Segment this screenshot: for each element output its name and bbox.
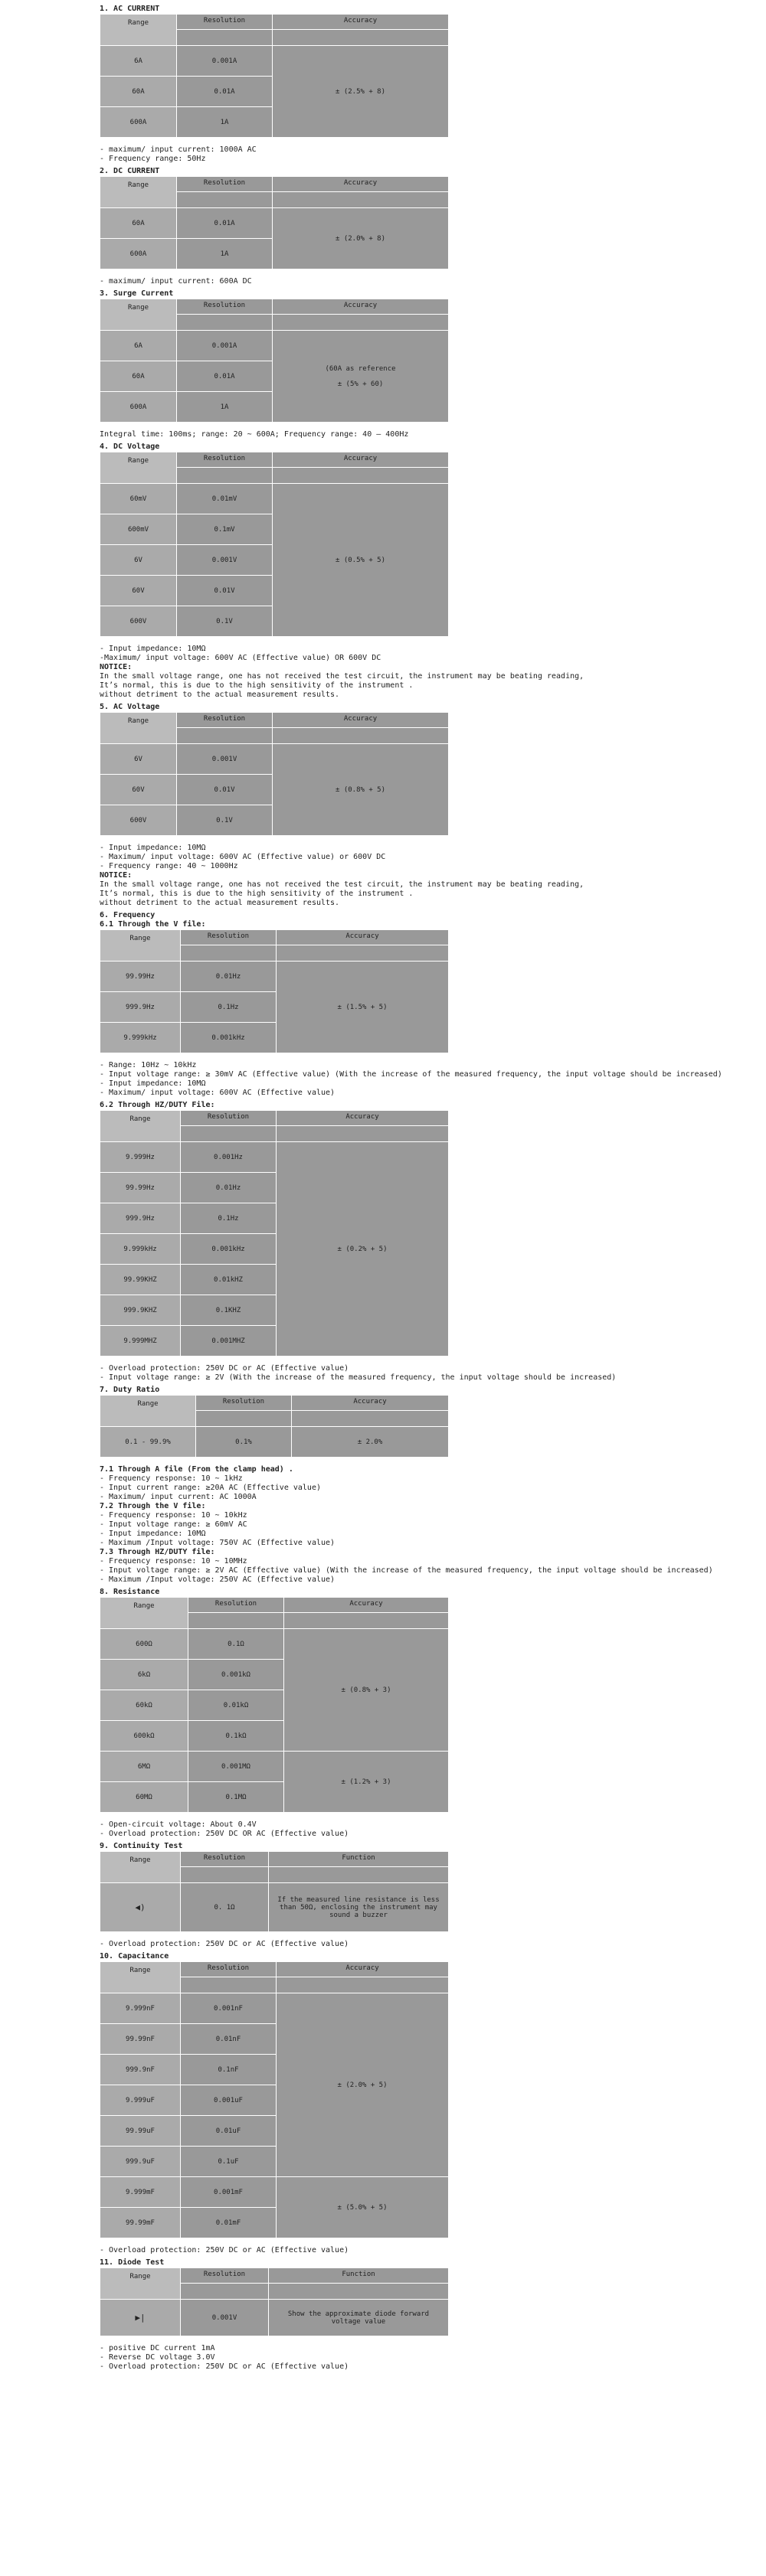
range-cell: 600Ω: [100, 1629, 188, 1660]
note-line: - Frequency response: 10 ~ 10MHz: [100, 1557, 247, 1566]
diode-icon: ▶|: [135, 2313, 146, 2323]
resolution-cell: 0.01V: [177, 775, 273, 805]
resolution-cell: 0.1MΩ: [188, 1782, 284, 1813]
resolution-cell: 1A: [177, 107, 273, 138]
header-resolution: Resolution: [181, 1962, 277, 1977]
note-line: - maximum/ input current: 600A DC: [100, 277, 252, 286]
range-cell: 60V: [100, 576, 177, 606]
table-row: [100, 331, 449, 361]
header-spacer: [177, 728, 273, 744]
note-line: - Input impedance: 10MΩ: [100, 1079, 206, 1088]
accuracy-cell: [273, 331, 449, 423]
header-spacer: [277, 1977, 449, 1993]
range-cell: 999.9KHZ: [100, 1295, 181, 1326]
header-spacer: [273, 30, 449, 46]
resolution-cell: 0.01A: [177, 208, 273, 239]
range-cell: 60kΩ: [100, 1690, 188, 1721]
note-line: - Maximum/ input voltage: 600V AC (Effective value) or 600V DC: [100, 853, 386, 861]
note-line: - positive DC current 1mA: [100, 2344, 215, 2352]
header-range: Range: [100, 1111, 181, 1142]
table-header-row: [100, 1598, 449, 1613]
range-cell: 60A: [100, 361, 177, 392]
table-row: [100, 208, 449, 239]
header-resolution: Resolution: [196, 1396, 292, 1411]
section-heading: 8. Resistance: [100, 1588, 160, 1596]
header-range: Range: [100, 1598, 188, 1629]
accuracy-cell: ± (0.8% + 3): [284, 1629, 449, 1752]
table-header-row: [100, 299, 449, 315]
table-row: [100, 2300, 449, 2336]
accuracy-cell: ± (2.5% + 8): [273, 46, 449, 138]
spec-table: [100, 1597, 449, 1813]
table-header-row: [100, 1962, 449, 1977]
spec-table: [100, 14, 449, 138]
note-line: -Maximum/ input voltage: 600V AC (Effective value) OR 600V DC: [100, 654, 381, 662]
range-cell: 99.99KHZ: [100, 1265, 181, 1295]
header-spacer: [273, 468, 449, 484]
range-cell: 60V: [100, 775, 177, 805]
header-spacer: [292, 1411, 449, 1427]
accuracy-cell: ± (0.8% + 5): [273, 744, 449, 836]
header-spacer: [177, 192, 273, 208]
note-line: - Overload protection: 250V DC or AC (Effective value): [100, 1940, 349, 1948]
note-line: - Input voltage range: ≥ 30mV AC (Effective value) (With the increase of the measured frequency, the input voltage should be increased): [100, 1070, 722, 1079]
resolution-cell: 0.1uF: [181, 2147, 277, 2177]
header-spacer: [177, 30, 273, 46]
resolution-cell: 0.001V: [177, 545, 273, 576]
resolution-cell: 0.01V: [177, 576, 273, 606]
spec-document: [100, 5, 758, 2372]
header-spacer: [273, 192, 449, 208]
resolution-cell: 0.001Hz: [181, 1142, 277, 1173]
header-accuracy: Function: [269, 2268, 449, 2284]
function-cell: If the measured line resistance is less than 50Ω, enclosing the instrument may sound a buzzer: [269, 1883, 449, 1932]
resolution-cell: 0.001uF: [181, 2085, 277, 2116]
table-row: [100, 484, 449, 514]
resolution-cell: 0.001mF: [181, 2177, 277, 2208]
notes-block: [100, 430, 758, 439]
function-cell: Show the approximate diode forward voltage value: [269, 2300, 449, 2336]
note-line: It’s normal, this is due to the high sensitivity of the instrument .: [100, 890, 414, 898]
section-heading: 1. AC CURRENT: [100, 5, 160, 13]
range-cell: 9.999uF: [100, 2085, 181, 2116]
accuracy-line: ± (5% + 60): [337, 380, 384, 388]
header-spacer: [181, 1977, 277, 1993]
accuracy-cell: ± (0.2% + 5): [277, 1142, 449, 1357]
header-accuracy: Accuracy: [273, 177, 449, 192]
header-resolution: Resolution: [177, 713, 273, 728]
notes-block: [100, 645, 758, 700]
range-cell: 0.1 - 99.9%: [100, 1427, 196, 1458]
resolution-cell: 0.001kHz: [181, 1023, 277, 1053]
table-header-row: [100, 1852, 449, 1867]
section-heading: 3. Surge Current: [100, 289, 174, 298]
buzzer-icon: ◀): [135, 1902, 146, 1912]
resolution-cell: 0.01A: [177, 361, 273, 392]
table-header-row: [100, 713, 449, 728]
table-header-row: [100, 2268, 449, 2284]
header-accuracy: Accuracy: [277, 930, 449, 945]
resolution-cell: 0.001A: [177, 46, 273, 77]
range-cell: 6A: [100, 331, 177, 361]
note-line: - Input impedance: 10MΩ: [100, 844, 206, 852]
header-range: Range: [100, 15, 177, 46]
range-cell: 9.999mF: [100, 2177, 181, 2208]
resolution-cell: 0.1Hz: [181, 1203, 277, 1234]
accuracy-cell: ± (2.0% + 8): [273, 208, 449, 269]
resolution-cell: 0.01Hz: [181, 1173, 277, 1203]
range-cell: 999.9Hz: [100, 1203, 181, 1234]
header-resolution: Resolution: [177, 15, 273, 30]
resolution-cell: 0.1kΩ: [188, 1721, 284, 1752]
note-line: - Overload protection: 250V DC or AC (Effective value): [100, 2362, 349, 2371]
accuracy-cell: ± (1.2% + 3): [284, 1752, 449, 1813]
table-header-row: [100, 930, 449, 945]
note-line: 7.2 Through the V file:: [100, 1502, 206, 1510]
header-range: Range: [100, 713, 177, 744]
note-line: 7.1 Through A file (From the clamp head) .: [100, 1465, 293, 1474]
note-line: 7.3 Through HZ/DUTY file:: [100, 1548, 215, 1556]
range-cell: 60A: [100, 208, 177, 239]
resolution-cell: 0.001nF: [181, 1993, 277, 2024]
header-accuracy: Accuracy: [277, 1962, 449, 1977]
note-line: In the small voltage range, one has not received the test circuit, the instrument may be beating reading,: [100, 880, 584, 889]
resolution-cell: 0.01kHZ: [181, 1265, 277, 1295]
range-cell: 6V: [100, 545, 177, 576]
header-range: Range: [100, 1396, 196, 1427]
header-range: Range: [100, 452, 177, 484]
header-spacer: [284, 1613, 449, 1629]
table-row: [100, 46, 449, 77]
header-accuracy: Accuracy: [273, 713, 449, 728]
table-header-row: [100, 452, 449, 468]
notes-block: [100, 1465, 758, 1585]
spec-table: [100, 1961, 449, 2238]
resolution-cell: 1A: [177, 392, 273, 423]
table-row: [100, 1883, 449, 1932]
notes-block: [100, 2246, 758, 2255]
note-line: - Maximum/ input current: AC 1000A: [100, 1493, 257, 1501]
header-spacer: [188, 1613, 284, 1629]
header-range: Range: [100, 299, 177, 331]
range-cell: [100, 2300, 181, 2336]
range-cell: 60A: [100, 77, 177, 107]
range-cell: 600A: [100, 107, 177, 138]
accuracy-cell: ± (2.0% + 5): [277, 1993, 449, 2177]
note-line: - Input voltage range: ≥ 60mV AC: [100, 1520, 247, 1529]
section-heading: 2. DC CURRENT: [100, 167, 160, 175]
header-accuracy: Accuracy: [273, 15, 449, 30]
resolution-cell: 0.001kΩ: [188, 1660, 284, 1690]
header-range: Range: [100, 930, 181, 962]
note-line: - Maximum /Input voltage: 250V AC (Effective value): [100, 1575, 336, 1584]
section-heading: 11. Diode Test: [100, 2258, 165, 2267]
range-cell: 600kΩ: [100, 1721, 188, 1752]
spec-table: [100, 929, 449, 1053]
range-cell: 9.999nF: [100, 1993, 181, 2024]
note-line: - Input impedance: 10MΩ: [100, 645, 206, 653]
note-line: NOTICE:: [100, 871, 133, 880]
resolution-cell: 0.01Hz: [181, 962, 277, 992]
note-line: - Maximum/ input voltage: 600V AC (Effective value): [100, 1089, 336, 1097]
header-resolution: Resolution: [181, 1852, 269, 1867]
resolution-cell: 1A: [177, 239, 273, 269]
note-line: - Maximum /Input voltage: 750V AC (Effective value): [100, 1539, 336, 1547]
range-cell: 60MΩ: [100, 1782, 188, 1813]
notes-block: [100, 2344, 758, 2372]
spec-table: [100, 299, 449, 423]
notes-block: [100, 1940, 758, 1949]
resolution-cell: 0.001A: [177, 331, 273, 361]
resolution-cell: 0.01mF: [181, 2208, 277, 2238]
range-cell: 99.99nF: [100, 2024, 181, 2055]
header-spacer: [181, 2284, 269, 2300]
header-spacer: [177, 468, 273, 484]
resolution-cell: 0.1mV: [177, 514, 273, 545]
spec-table: [100, 1110, 449, 1357]
note-line: - Overload protection: 250V DC OR AC (Effective value): [100, 1830, 349, 1838]
header-spacer: [277, 945, 449, 962]
accuracy-line: (60A as reference: [325, 364, 396, 373]
header-range: Range: [100, 177, 177, 208]
header-accuracy: Accuracy: [273, 452, 449, 468]
notes-block: [100, 1364, 758, 1383]
section-heading: 7. Duty Ratio: [100, 1386, 160, 1394]
range-cell: 999.9nF: [100, 2055, 181, 2085]
resolution-cell: 0.01kΩ: [188, 1690, 284, 1721]
section-heading: 6. Frequency: [100, 911, 155, 919]
note-line: - Open-circuit voltage: About 0.4V: [100, 1820, 257, 1829]
range-cell: 9.999Hz: [100, 1142, 181, 1173]
range-cell: 600A: [100, 392, 177, 423]
range-cell: 9.999kHz: [100, 1023, 181, 1053]
range-cell: [100, 1883, 181, 1932]
resolution-cell: 0.1nF: [181, 2055, 277, 2085]
header-spacer: [181, 1126, 277, 1142]
accuracy-cell: ± 2.0%: [292, 1427, 449, 1458]
range-cell: 600mV: [100, 514, 177, 545]
header-resolution: Resolution: [188, 1598, 284, 1613]
note-line: - Input current range: ≥20A AC (Effective value): [100, 1484, 321, 1492]
section-heading: 6.2 Through HZ/DUTY File:: [100, 1101, 215, 1109]
range-cell: 600A: [100, 239, 177, 269]
header-range: Range: [100, 2268, 181, 2300]
note-line: NOTICE:: [100, 663, 133, 671]
note-line: - maximum/ input current: 1000A AC: [100, 145, 257, 154]
header-spacer: [269, 2284, 449, 2300]
range-cell: 99.99Hz: [100, 962, 181, 992]
note-line: - Input voltage range: ≥ 2V AC (Effective value) (With the increase of the measured frequency, the input voltage should be increased): [100, 1566, 713, 1575]
note-line: - Frequency response: 10 ~ 1kHz: [100, 1474, 243, 1483]
resolution-cell: 0.1%: [196, 1427, 292, 1458]
section-heading: 4. DC Voltage: [100, 442, 160, 451]
range-cell: 9.999kHz: [100, 1234, 181, 1265]
range-cell: 6kΩ: [100, 1660, 188, 1690]
range-cell: 999.9Hz: [100, 992, 181, 1023]
range-cell: 9.999MHZ: [100, 1326, 181, 1357]
note-line: - Reverse DC voltage 3.0V: [100, 2353, 215, 2362]
resolution-cell: 0.1KHZ: [181, 1295, 277, 1326]
range-cell: 60mV: [100, 484, 177, 514]
header-resolution: Resolution: [177, 452, 273, 468]
resolution-cell: 0.001MHZ: [181, 1326, 277, 1357]
spec-table: [100, 1851, 449, 1932]
note-line: - Overload protection: 250V DC or AC (Effective value): [100, 2246, 349, 2254]
table-row: [100, 1629, 449, 1660]
note-line: - Input impedance: 10MΩ: [100, 1530, 206, 1538]
header-resolution: Resolution: [181, 2268, 269, 2284]
header-spacer: [177, 315, 273, 331]
header-accuracy: Accuracy: [292, 1396, 449, 1411]
note-line: - Overload protection: 250V DC or AC (Effective value): [100, 1364, 349, 1373]
resolution-cell: 0.01A: [177, 77, 273, 107]
table-row: [100, 1427, 449, 1458]
resolution-cell: 0.01nF: [181, 2024, 277, 2055]
note-line: without detriment to the actual measurement results.: [100, 899, 340, 907]
spec-table: [100, 1395, 449, 1458]
header-resolution: Resolution: [177, 299, 273, 315]
notes-block: [100, 1061, 758, 1098]
section-subheading: 6.1 Through the V file:: [100, 920, 206, 929]
range-cell: 600V: [100, 805, 177, 836]
note-line: without detriment to the actual measurement results.: [100, 691, 340, 699]
header-spacer: [269, 1867, 449, 1883]
note-line: - Input voltage range: ≥ 2V (With the increase of the measured frequency, the input voltage should be increased): [100, 1373, 617, 1382]
table-header-row: [100, 177, 449, 192]
note-line: - Frequency response: 10 ~ 10kHz: [100, 1511, 247, 1520]
section-heading: 5. AC Voltage: [100, 703, 160, 711]
accuracy-cell: ± (0.5% + 5): [273, 484, 449, 637]
header-resolution: Resolution: [177, 177, 273, 192]
resolution-cell: 0.1Ω: [188, 1629, 284, 1660]
range-cell: 6V: [100, 744, 177, 775]
table-header-row: [100, 1111, 449, 1126]
resolution-cell: 0.1V: [177, 606, 273, 637]
header-spacer: [273, 728, 449, 744]
spec-table: [100, 2267, 449, 2336]
resolution-cell: 0.001V: [177, 744, 273, 775]
header-accuracy: Accuracy: [273, 299, 449, 315]
accuracy-cell: ± (1.5% + 5): [277, 962, 449, 1053]
spec-table: [100, 176, 449, 269]
header-spacer: [181, 945, 277, 962]
header-range: Range: [100, 1852, 181, 1883]
header-resolution: Resolution: [181, 930, 277, 945]
notes-block: [100, 844, 758, 908]
range-cell: 999.9uF: [100, 2147, 181, 2177]
range-cell: 99.99Hz: [100, 1173, 181, 1203]
range-cell: 6MΩ: [100, 1752, 188, 1782]
resolution-cell: 0.001MΩ: [188, 1752, 284, 1782]
table-row: [100, 2177, 449, 2208]
note-line: - Frequency range: 40 ~ 1000Hz: [100, 862, 238, 870]
range-cell: 600V: [100, 606, 177, 637]
range-cell: 99.99uF: [100, 2116, 181, 2147]
header-accuracy: Accuracy: [277, 1111, 449, 1126]
resolution-cell: 0.001V: [181, 2300, 269, 2336]
resolution-cell: 0.1Hz: [181, 992, 277, 1023]
header-accuracy: Function: [269, 1852, 449, 1867]
range-cell: 6A: [100, 46, 177, 77]
range-cell: 99.99mF: [100, 2208, 181, 2238]
table-row: [100, 1993, 449, 2024]
spec-table: [100, 712, 449, 836]
notes-block: [100, 145, 758, 164]
table-header-row: [100, 15, 449, 30]
note-line: In the small voltage range, one has not received the test circuit, the instrument may be beating reading,: [100, 672, 584, 681]
header-accuracy: Accuracy: [284, 1598, 449, 1613]
accuracy-cell: ± (5.0% + 5): [277, 2177, 449, 2238]
resolution-cell: 0.001kHz: [181, 1234, 277, 1265]
note-line: - Range: 10Hz ~ 10kHz: [100, 1061, 197, 1069]
resolution-cell: 0.01mV: [177, 484, 273, 514]
table-row: [100, 1752, 449, 1782]
table-row: [100, 962, 449, 992]
table-row: [100, 744, 449, 775]
notes-block: [100, 1820, 758, 1839]
notes-block: [100, 277, 758, 286]
resolution-cell: 0.1V: [177, 805, 273, 836]
section-heading: 9. Continuity Test: [100, 1842, 183, 1850]
header-spacer: [277, 1126, 449, 1142]
note-line: - Frequency range: 50Hz: [100, 155, 206, 163]
header-spacer: [196, 1411, 292, 1427]
header-resolution: Resolution: [181, 1111, 277, 1126]
header-spacer: [273, 315, 449, 331]
table-header-row: [100, 1396, 449, 1411]
header-spacer: [181, 1867, 269, 1883]
resolution-cell: 0.01uF: [181, 2116, 277, 2147]
section-heading: 10. Capacitance: [100, 1952, 169, 1961]
note-line: Integral time: 100ms; range: 20 ~ 600A; Frequency range: 40 — 400Hz: [100, 430, 409, 439]
table-row: [100, 1142, 449, 1173]
note-line: It’s normal, this is due to the high sensitivity of the instrument .: [100, 681, 414, 690]
resolution-cell: 0. 1Ω: [181, 1883, 269, 1932]
header-range: Range: [100, 1962, 181, 1993]
spec-table: [100, 452, 449, 637]
